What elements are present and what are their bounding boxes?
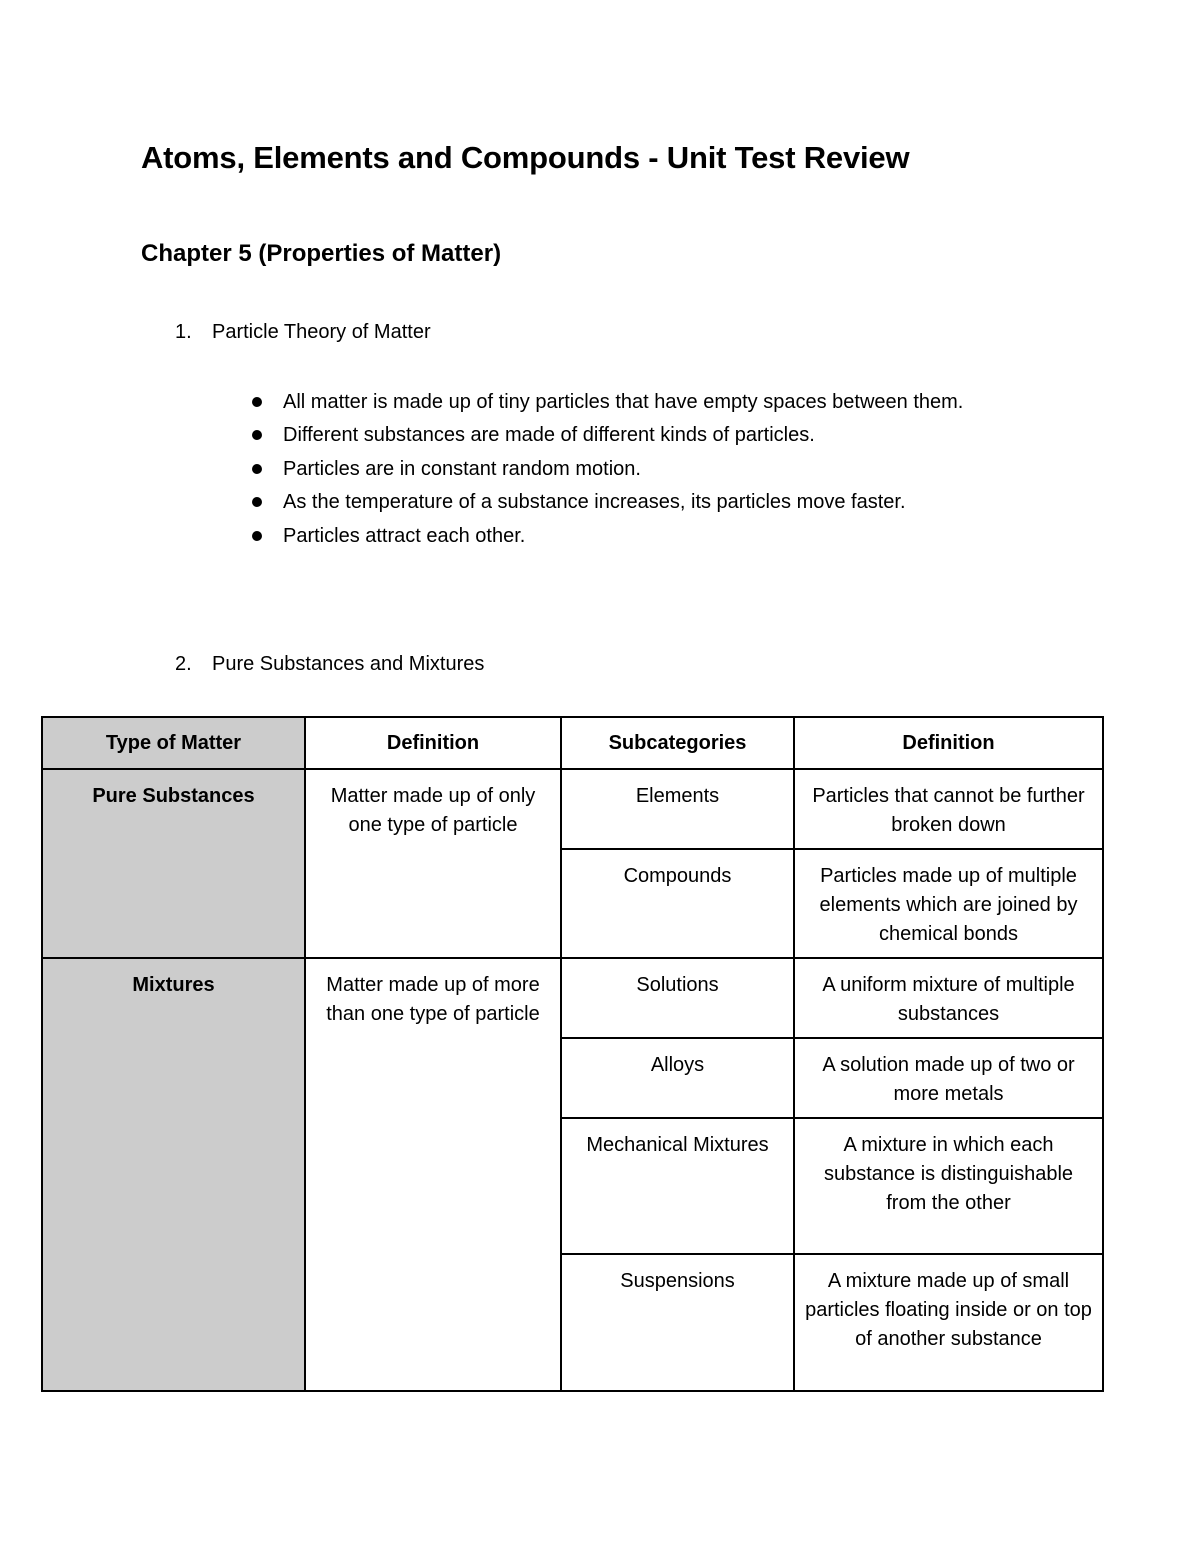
table-row — [42, 769, 1103, 849]
subcategory-solutions: Solutions — [561, 958, 794, 1038]
section-title: Pure Substances and Mixtures — [212, 653, 485, 675]
bullet-icon — [252, 397, 262, 407]
definition-alloys: A solution made up of two or more metals — [794, 1038, 1103, 1118]
section-heading-particle-theory — [175, 321, 431, 344]
definition-solutions: A uniform mixture of multiple substances — [794, 958, 1103, 1038]
chapter-heading: Chapter 5 (Properties of Matter) — [141, 240, 502, 267]
list-item: As the temperature of a substance increases, its particles move faster. — [247, 486, 1027, 519]
section-title: Particle Theory of Matter — [212, 321, 431, 343]
bullet-icon — [252, 497, 262, 507]
list-item: All matter is made up of tiny particles that have empty spaces between them. — [247, 386, 1027, 419]
list-item: Particles attract each other. — [247, 520, 1027, 553]
section-heading-pure-substances — [175, 653, 484, 676]
type-pure-substances: Pure Substances — [42, 769, 305, 958]
header-definition: Definition — [305, 717, 561, 769]
subcategory-suspensions: Suspensions — [561, 1254, 794, 1391]
subcategory-mechanical-mixtures: Mechanical Mixtures — [561, 1118, 794, 1254]
table-row — [42, 958, 1103, 1038]
definition-compounds: Particles made up of multiple elements which are joined by chemical bonds — [794, 849, 1103, 958]
section-number: 1. — [175, 321, 192, 343]
bullet-icon — [252, 430, 262, 440]
section-number: 2. — [175, 653, 192, 675]
table-header-row — [42, 717, 1103, 769]
document-title: Atoms, Elements and Compounds - Unit Test Review — [141, 140, 910, 175]
matter-table — [41, 716, 1104, 1392]
list-item: Different substances are made of different kinds of particles. — [247, 419, 1027, 452]
definition-elements: Particles that cannot be further broken down — [794, 769, 1103, 849]
list-item: Particles are in constant random motion. — [247, 453, 1027, 486]
particle-theory-list — [247, 386, 1027, 553]
header-type-of-matter: Type of Matter — [42, 717, 305, 769]
definition-suspensions: A mixture made up of small particles floating inside or on top of another substance — [794, 1254, 1103, 1391]
header-subcategory-definition: Definition — [794, 717, 1103, 769]
subcategory-compounds: Compounds — [561, 849, 794, 958]
header-subcategories: Subcategories — [561, 717, 794, 769]
subcategory-alloys: Alloys — [561, 1038, 794, 1118]
bullet-icon — [252, 464, 262, 474]
subcategory-elements: Elements — [561, 769, 794, 849]
type-mixtures: Mixtures — [42, 958, 305, 1391]
definition-pure-substances: Matter made up of only one type of particle — [305, 769, 561, 958]
definition-mechanical-mixtures: A mixture in which each substance is distinguishable from the other — [794, 1118, 1103, 1254]
definition-mixtures: Matter made up of more than one type of particle — [305, 958, 561, 1391]
bullet-icon — [252, 531, 262, 541]
